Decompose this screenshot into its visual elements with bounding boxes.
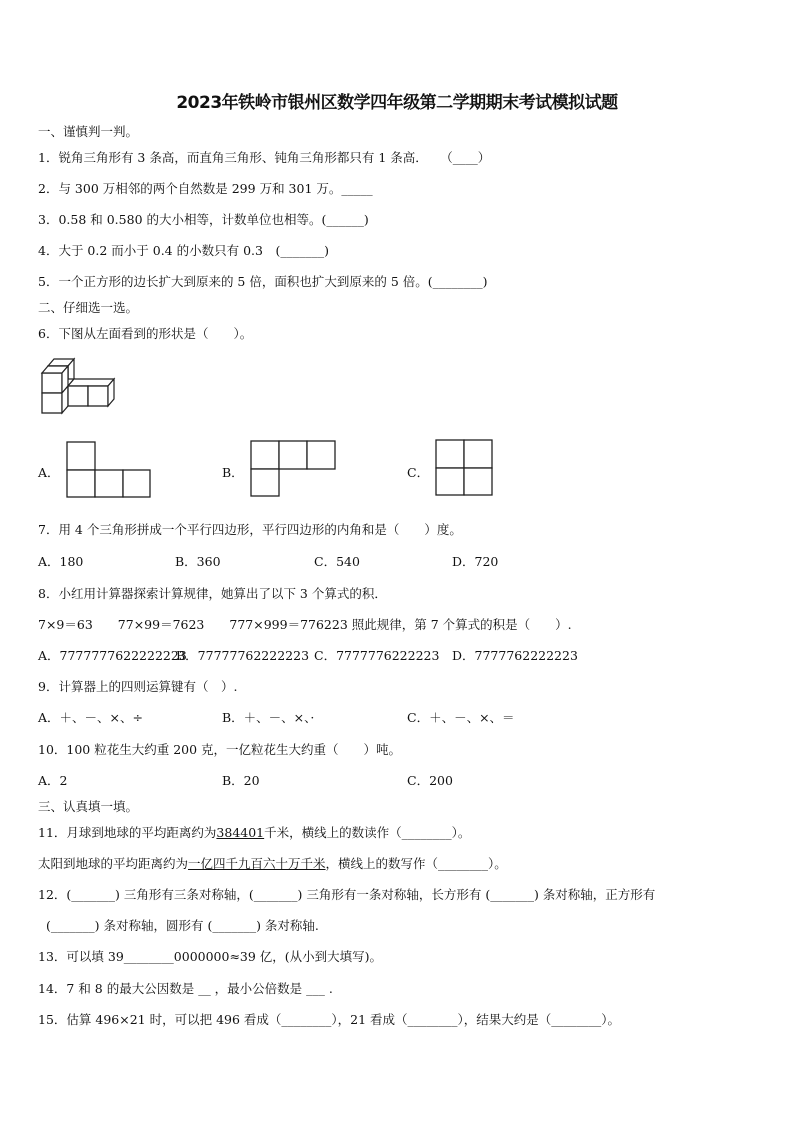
question-14: 14．7 和 8 的最大公因数是 __ ，最小公倍数是 ___ . xyxy=(38,981,333,996)
q7-option-b[interactable]: B．360 xyxy=(175,554,221,569)
cube-figure xyxy=(40,356,120,416)
section-1-heading: 一、谨慎判一判。 xyxy=(38,124,139,139)
q11-prefix: 11．月球到地球的平均距离约为 xyxy=(38,825,217,840)
q9-option-a[interactable]: A．＋、－、×、÷ xyxy=(38,710,143,725)
question-9: 9．计算器上的四则运算键有（ ）. xyxy=(38,679,238,694)
q11b-prefix: 太阳到地球的平均距离约为 xyxy=(38,856,189,871)
q7-option-a[interactable]: A．180 xyxy=(38,554,84,569)
q6-option-c-figure xyxy=(436,440,493,496)
question-11 xyxy=(38,823,470,841)
q6-option-b-label[interactable]: B． xyxy=(222,465,244,480)
q7-option-d[interactable]: D．720 xyxy=(452,554,499,569)
section-2-heading: 二、仔细选一选。 xyxy=(38,300,139,315)
q6-option-c-label[interactable]: C． xyxy=(407,465,430,480)
q10-option-a[interactable]: A．2 xyxy=(38,773,68,788)
question-8-formulas: 7×9＝63 77×99＝7623 777×999＝776223 照此规律，第 7 个算式的积是（ ）. xyxy=(38,617,572,632)
cube-figure-shapes xyxy=(42,359,114,413)
section-3-heading: 三、认真填一填。 xyxy=(38,799,139,814)
q11-underlined-number: 384401 xyxy=(216,825,265,840)
q7-option-c[interactable]: C．540 xyxy=(314,554,360,569)
q9-option-b[interactable]: B．＋、－、×、· xyxy=(222,710,315,725)
question-10: 10．100 粒花生大约重 200 克，一亿粒花生大约重（ ）吨。 xyxy=(38,742,402,757)
q10-option-c[interactable]: C．200 xyxy=(407,773,453,788)
page-title: 2023年铁岭市银州区数学四年级第二学期期末考试模拟试题 xyxy=(176,93,618,113)
question-15: 15．估算 496×21 时，可以把 496 看成（________），21 看成（________），结果大约是（________）。 xyxy=(38,1012,621,1027)
q6-option-a-label[interactable]: A． xyxy=(38,465,60,480)
question-13: 13．可以填 39________0000000≈39 亿，(从小到大填写)。 xyxy=(38,949,383,964)
q11b-underlined-number: 一亿四千九百六十万千米 xyxy=(188,856,326,871)
question-8: 8．小红用计算器探索计算规律，她算出了以下 3 个算式的积． xyxy=(38,586,387,601)
q11b-suffix: ，横线上的数写作（________）。 xyxy=(325,856,507,871)
question-6: 6．下图从左面看到的形状是（ ）。 xyxy=(38,326,253,341)
q6-option-b-figure xyxy=(250,441,336,497)
q8-option-d[interactable]: D．7777762222223 xyxy=(452,648,578,663)
q6-option-a-figure xyxy=(67,442,151,498)
q8-option-b[interactable]: B．77777762222223 xyxy=(176,648,310,663)
q9-option-c[interactable]: C．＋、－、×、＝ xyxy=(407,710,515,725)
q10-option-b[interactable]: B．20 xyxy=(222,773,260,788)
question-2: 2．与 300 万相邻的两个自然数是 299 万和 301 万。_____ xyxy=(38,181,373,196)
question-5: 5．一个正方形的边长扩大到原来的 5 倍，面积也扩大到原来的 5 倍。(________) xyxy=(38,274,488,289)
q11-suffix: 千米，横线上的数读作（________）。 xyxy=(264,825,471,840)
q8-option-c[interactable]: C．7777776222223 xyxy=(314,648,440,663)
q8-option-a[interactable]: A．7777777622222223 xyxy=(38,648,187,663)
question-7: 7．用 4 个三角形拼成一个平行四边形，平行四边形的内角和是（ ）度。 xyxy=(38,522,462,537)
question-1: 1．锐角三角形有 3 条高，而直角三角形、钝角三角形都只有 1 条高． （____） xyxy=(38,150,491,165)
question-3: 3．0.58 和 0.580 的大小相等，计数单位也相等。(______) xyxy=(38,212,369,227)
question-4: 4．大于 0.2 而小于 0.4 的小数只有 0.3 (_______) xyxy=(38,243,329,258)
question-12-line-2: (_______) 条对称轴，圆形有 (_______) 条对称轴. xyxy=(46,918,319,933)
question-11b xyxy=(38,854,507,872)
question-12-line-1: 12．(_______) 三角形有三条对称轴，(_______) 三角形有一条对称轴，长方形有 (_______) 条对称轴，正方形有 xyxy=(38,887,656,902)
